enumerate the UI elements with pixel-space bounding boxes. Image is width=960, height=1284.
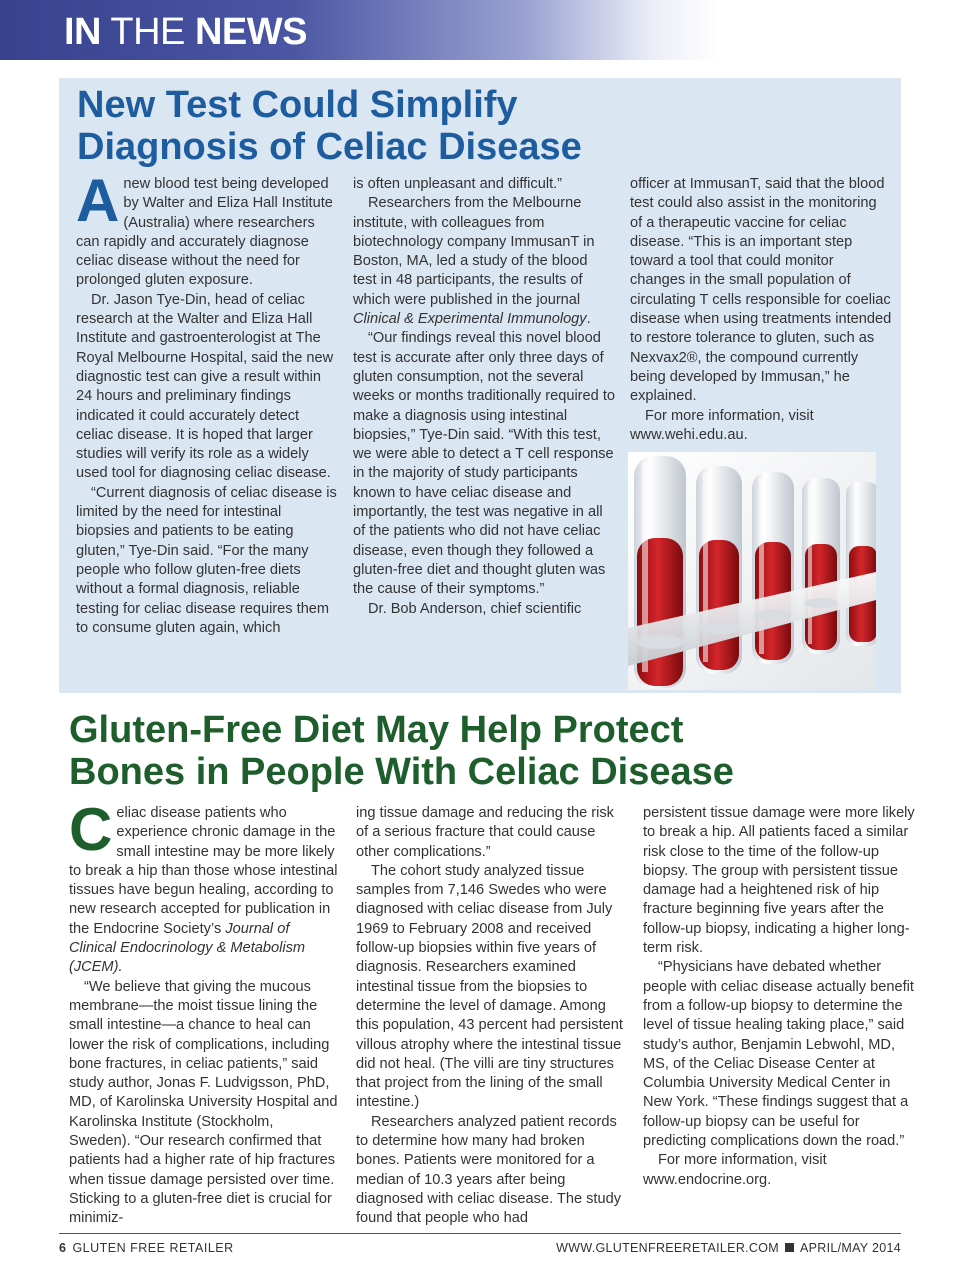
issue-date: APRIL/MAY 2014 (799, 1241, 901, 1255)
footer-left (59, 1241, 234, 1255)
article2-col3-para2: “Physicians have debated whether people with celiac disease actually benefit from a follow-up biopsy to determine the level of tissue healing taking place,” said study’s author, Benjamin Lebwohl, MD, MS, of the Celiac Disease Center at Columbia University Medical Center in New York. “These findings suggest that a follow-up biopsy can be useful for predicting complications down the road.” (643, 959, 914, 1150)
article1-col2-para2-end: . (586, 311, 591, 328)
article2-col1-para2: “We believe that giving the mucous membrane—the moist tissue lining the small intestine—a chance to heal can lower the risk of complications, including bone fractures, in celiac patients,” said study author, Jonas F. Ludvigsson, PhD, MD, of Karolinska University Hospital and Karolinska Institute (Stockholm, Sweden). “Our research confirmed that patients had a higher rate of hip fractures when tissue damage persisted over time. Sticking to a gluten-free diet is crucial for minimiz- (69, 978, 338, 1227)
article1-col2-para4: Dr. Bob Anderson, chief scientific (368, 600, 582, 617)
section-banner (0, 0, 960, 60)
article2-column3 (643, 804, 917, 1190)
section-title-in: IN (64, 11, 101, 53)
article2-col2-para1: ing tissue damage and reducing the risk of a serious fracture that could cause other complications.” (356, 805, 614, 860)
article1-headline-line2: Diagnosis of Celiac Disease (77, 126, 582, 168)
article1-col2-para2 (353, 194, 615, 329)
article1-column3 (630, 175, 892, 445)
article2-col1-para1-text: eliac disease patients who experience chronic damage in the small intestine may be more likely to break a hip than those whose intestinal tissues have begun healing, according to new research accepted for publication in the Endocrine Society’s (69, 805, 338, 937)
article1-col2-para1: is often unpleasant and difficult.” (353, 176, 563, 192)
article1-col2-para3: “Our findings reveal this novel blood test is accurate after only three days of gluten consumption, not the several weeks or months traditionally required to make a diagnosis using intestinal biopsies,” Tye-Din said. “With this test, we were able to detect a T cell response in the majority of study participants known to have celiac disease and importantly, the test was negative in all of the patients who did not have celiac disease, even though they followed a gluten-free diet and thought gluten was the cause of their symptoms.” (353, 330, 616, 598)
article1-website-link[interactable]: www.wehi.edu.au. (630, 426, 748, 443)
article1-more-info: For more information, visit (645, 407, 814, 424)
footer-website[interactable]: WWW.GLUTENFREERETAILER.COM (556, 1241, 779, 1255)
article2-col2-para2: The cohort study analyzed tissue samples from 7,146 Swedes who were diagnosed with celiac disease from July 1969 to February 2008 and received follow-up biopsies within five years of diagnosis. Researchers examined intestinal tissue from the biopsies to determine the level of damage. Among this population, 43 percent had persistent villous atrophy where the intestinal tissue did not heal. (The villi are tiny structures that project from the lining of the small intestine.) (356, 862, 623, 1111)
article2-col2-para3: Researchers analyzed patient records to determine how many had broken bones. Patients were monitored for a median of 10.3 years after being diagnosed with celiac disease. The study found that people who had (356, 1113, 622, 1227)
article2-dropcap: C (69, 796, 113, 863)
article2-journal-name: Journal of Clinical Endocrinology & Metabolism (JCEM). (69, 920, 306, 976)
article1-col2-para2-text: Researchers from the Melbourne institute, with colleagues from biotechnology company ImmusanT in Boston, MA, led a study of the blood test in 48 participants, the results of which were published in the journal (353, 195, 595, 308)
page-number: 6 (59, 1241, 67, 1255)
article2-headline (69, 709, 734, 793)
article2-column1 (69, 796, 339, 1229)
publication-name: GLUTEN FREE RETAILER (72, 1241, 234, 1255)
section-title-the: THE (110, 11, 185, 53)
article1-col1-para3: “Current diagnosis of celiac disease is limited by the need for intestinal biopsies and patients to be eating gluten,” Tye-Din said. “For the many people who follow gluten-free diets without a formal diagnosis, reliable testing for celiac disease requires them to consume gluten again, which (76, 484, 337, 636)
article1-col3-para1: officer at ImmusanT, said that the blood test could also assist in the monitoring of a therapeutic vaccine for celiac disease. “This is an important step toward a tool that could monitor changes in the small population of circulating T cells responsible for coeliac disease when using treatments intended to restore tolerance to gluten, such as Nexvax2®, the compound currently being developed by Immusan,” he explained. (630, 176, 892, 405)
article2-col3-para1: persistent tissue damage were more likely to break a hip. All patients faced a similar risk close to the time of the follow-up biopsy. The group with persistent tissue damage had a heightened risk of hip fracture beginning five years after the follow-up biopsy, indicating a higher long-term risk. (643, 805, 915, 957)
article1-headline (77, 84, 582, 168)
section-title-news: NEWS (194, 11, 307, 53)
test-tubes-illustration (628, 452, 876, 690)
article1-col1-para1 (76, 167, 338, 291)
article1-journal-name: Clinical & Experimental Immunology (353, 311, 587, 328)
article2-headline-line1: Gluten-Free Diet May Help Protect (69, 709, 684, 751)
article1-column1 (76, 167, 338, 638)
article1-dropcap: A (76, 167, 120, 234)
article2-more-info: For more information, visit (658, 1152, 827, 1169)
article2-website-link[interactable]: www.endocrine.org. (643, 1171, 772, 1188)
article2-column2 (356, 804, 628, 1229)
test-tubes-photo (628, 452, 876, 690)
footer-square-icon (785, 1243, 794, 1252)
footer-right (556, 1241, 901, 1255)
article2-headline-line2: Bones in People With Celiac Disease (69, 751, 734, 793)
article1-col1-para2: Dr. Jason Tye-Din, head of celiac research at the Walter and Eliza Hall Institute and gastroenterologist at The Royal Melbourne Hospital, said the new diagnostic test can give a result within 24 hours and preliminary findings indicated it could accurately detect celiac disease. It is hoped that larger studies will verify its role as a widely used tool for diagnosing celiac disease. (76, 291, 334, 482)
section-title (64, 13, 307, 51)
article1-col1-para1-text: new blood test being developed by Walter and Eliza Hall Institute (Australia) where researchers can rapidly and accurately diagnose celiac disease without the need for prolonged gluten exposure. (76, 176, 333, 289)
article2-col1-para1 (69, 796, 339, 978)
footer-rule (59, 1233, 901, 1234)
article1-column2 (353, 175, 615, 619)
article1-headline-line1: New Test Could Simplify (77, 84, 518, 126)
